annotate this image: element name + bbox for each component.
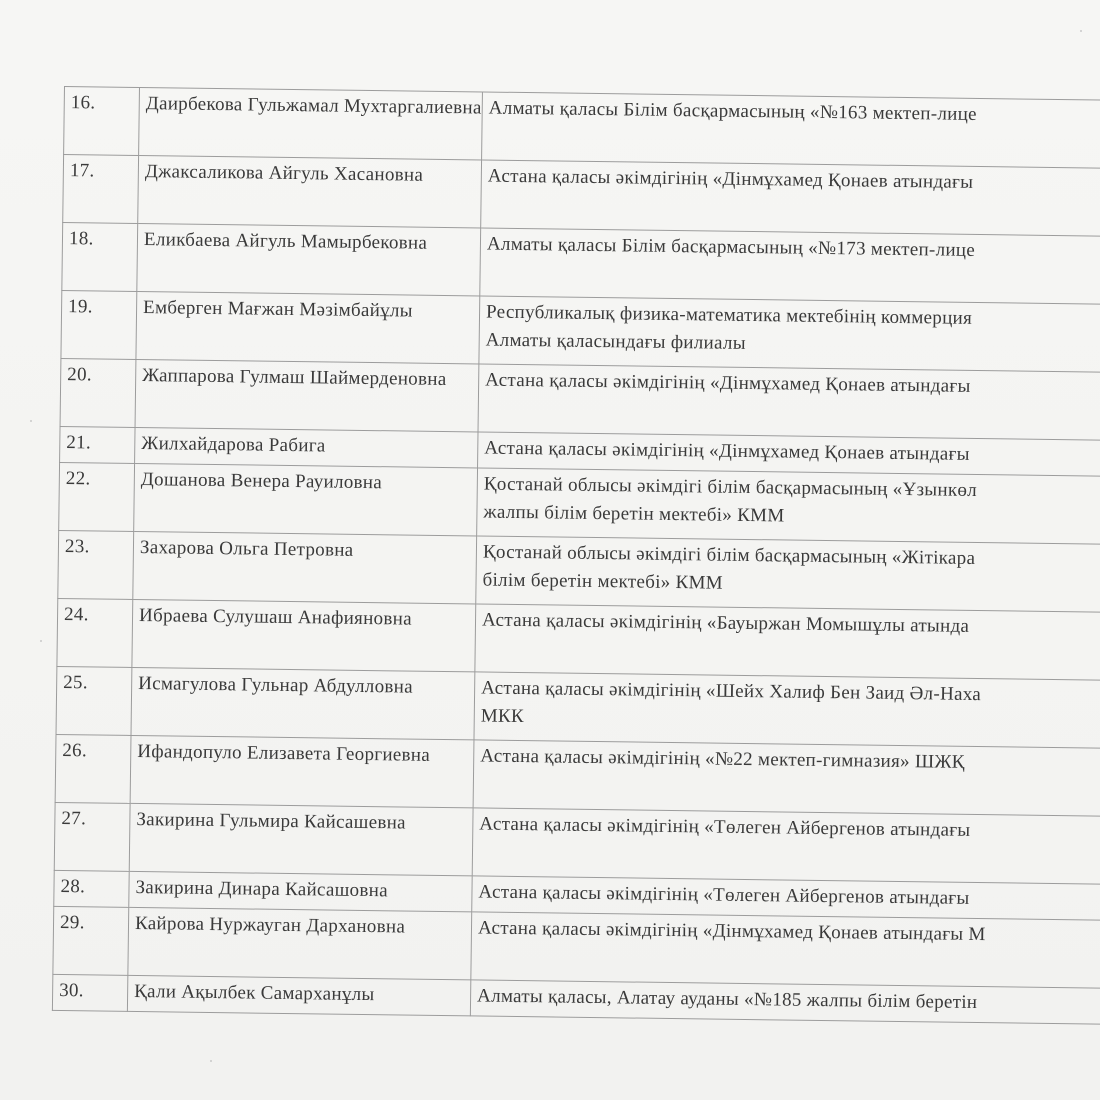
organization-line: білім беретін мектебі» КММ — [482, 569, 724, 594]
row-number: 29. — [53, 906, 129, 975]
organization — [482, 92, 1100, 170]
organization-line: Астана қаласы әкімдігінің «Төлеген Айбергенов атындағы — [479, 813, 971, 841]
row-number: 25. — [56, 666, 132, 735]
person-name: Ифандопуло Елизавета Георгиевна — [130, 735, 474, 807]
person-name: Емберген Мағжан Мәзімбайұлы — [136, 291, 480, 363]
row-number: 24. — [57, 598, 133, 667]
organization-line: Астана қаласы әкімдігінің «Дінмұхамед Қонаев атындағы — [484, 437, 970, 465]
person-name: Исмагулова Гульнар Абдулловна — [131, 667, 475, 739]
scan-speck — [210, 1060, 212, 1062]
row-number: 23. — [58, 530, 134, 599]
organization-line: Алматы қаласы Білім басқармасының «№173 мектеп-лице — [486, 233, 976, 261]
organization-line: Қостанай облысы әкімдігі білім басқармасының «Жітікара — [482, 541, 976, 569]
organization-line: Қостанай облысы әкімдігі білім басқармасының «Ұзынкөл — [483, 473, 978, 501]
organization-line: жалпы білім беретін мектебі» КММ — [483, 501, 785, 527]
organization-line: Астана қаласы әкімдігінің «Дінмұхамед Қонаев атындағы — [487, 165, 974, 193]
organization — [472, 808, 1100, 886]
person-name: Закирина Динара Кайсашовна — [129, 871, 472, 911]
organization — [473, 740, 1100, 818]
person-name: Кайрова Нуржауган Дархановна — [128, 907, 472, 979]
scan-speck — [40, 640, 42, 642]
row-number: 30. — [52, 974, 127, 1011]
organization — [481, 160, 1100, 238]
document-sheet — [52, 86, 1100, 1026]
organization-line: Астана қаласы әкімдігінің «Бауыржан Момышұлы атында — [481, 609, 970, 637]
row-number: 18. — [62, 222, 138, 291]
person-name: Дошанова Венера Рауиловна — [134, 463, 478, 535]
row-number: 16. — [64, 87, 140, 156]
participants-table — [52, 86, 1100, 1026]
organization — [480, 228, 1100, 306]
organization-line: Алматы қаласындағы филиалы — [485, 329, 746, 354]
organization-line: Астана қаласы әкімдігінің «Төлеген Айбергенов атындағы — [478, 881, 970, 909]
organization — [470, 980, 1100, 1026]
organization-line: Республикалық физика-математика мектебінің коммерция — [485, 301, 973, 329]
row-number: 26. — [55, 734, 131, 803]
person-name: Закирина Гульмира Кайсашевна — [129, 803, 473, 875]
person-name: Жилхайдарова Рабига — [135, 427, 478, 467]
organization — [471, 912, 1100, 990]
organization-line: МКК — [480, 705, 525, 728]
row-number: 20. — [60, 358, 136, 427]
row-number: 19. — [61, 290, 137, 359]
person-name: Захарова Ольга Петровна — [133, 531, 477, 603]
scan-speck — [30, 420, 32, 422]
organization-line: Астана қаласы әкімдігінің «Дінмұхамед Қонаев атындағы М — [477, 917, 986, 946]
row-number: 28. — [54, 870, 129, 907]
organization-line: Астана қаласы әкімдігінің «Дінмұхамед Қонаев атындағы — [485, 369, 971, 397]
person-name: Даирбекова Гульжамал Мухтаргалиевна — [139, 87, 483, 159]
organization-line: Алматы қаласы, Алатау ауданы «№185 жалпы білім беретін — [476, 985, 978, 1014]
organization — [476, 536, 1100, 614]
scan-speck — [1080, 30, 1082, 32]
organization — [479, 296, 1100, 374]
organization — [477, 468, 1100, 546]
table-body — [52, 87, 1100, 1026]
person-name: Жаппарова Гулмаш Шаймерденовна — [135, 359, 479, 431]
person-name: Еликбаева Айгуль Мамырбековна — [137, 223, 481, 295]
row-number: 27. — [54, 802, 130, 871]
organization-line: Астана қаласы әкімдігінің «№22 мектеп-гимназия» ШЖҚ — [480, 745, 965, 773]
person-name: Ибраева Сулушаш Анафияновна — [132, 599, 476, 671]
person-name: Джаксаликова Айгуль Хасановна — [138, 155, 482, 227]
organization — [474, 672, 1100, 750]
person-name: Қали Ақылбек Самарханұлы — [127, 975, 470, 1015]
row-number: 21. — [60, 426, 135, 463]
row-number: 22. — [59, 462, 135, 531]
organization-line: Алматы қаласы Білім басқармасының «№163 мектеп-лице — [488, 97, 978, 125]
organization — [478, 364, 1100, 442]
organization — [475, 604, 1100, 682]
organization-line: Астана қаласы әкімдігінің «Шейх Халиф Бен Заид Әл-Наха — [481, 677, 982, 706]
row-number: 17. — [63, 155, 139, 224]
